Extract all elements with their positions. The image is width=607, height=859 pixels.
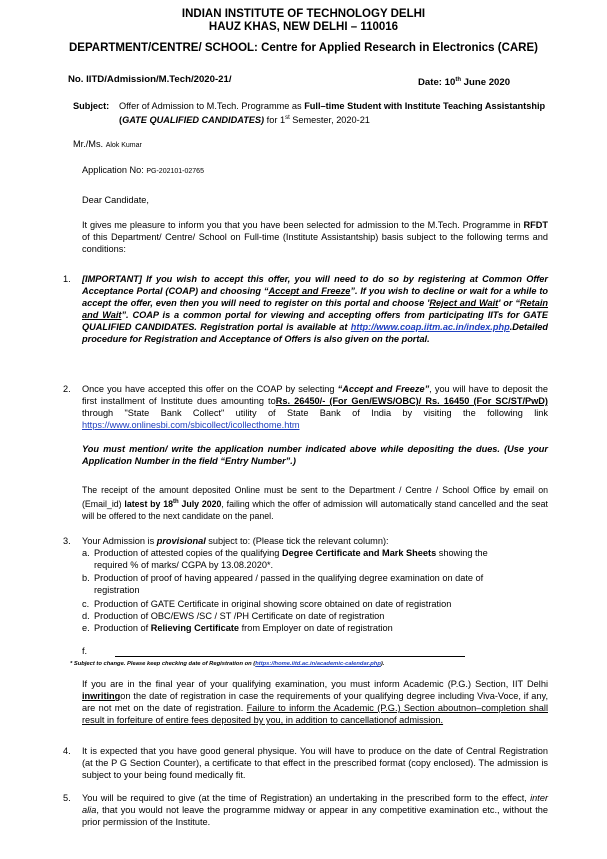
letter-date: Date: 10th June 2020 [418,77,511,89]
item-3f: f. [82,646,88,656]
candidate-name: Alok Kumar [105,142,142,149]
institute-address: HAUZ KHAS, NEW DELHI – 110016 [208,21,399,33]
item-3e: e. Production of Relieving Certificate from Employer on date of registration [82,623,393,633]
item-4-text: It is expected that you have good general physique. You will have to produce on the date of Central Registration (at the P G Section Counter), a certificate to that effect in the prescribed format (copy enclosed). The admission is subject to your being found medically fit. [82,746,548,780]
item-3-text: Your Admission is provisional subject to: (Please tick the relevant column): [82,536,389,546]
item-3b-cont: registration [94,585,140,595]
reference-number: No. IITD/Admission/M.Tech/2020-21/ [68,74,232,85]
intro-paragraph: It gives me pleasure to inform you that you have been selected for admission to the M.Tech. Programme in RFDT of this Department/ Centre/ School on Full-time (Institute Assistantship) basis subject to the following terms and conditions: [82,220,548,254]
item-3c: c. Production of GATE Certificate in original showing score obtained on date of registration [82,599,452,609]
application-number: Application No: PG-202101-02765 [82,165,204,175]
item-3a-cont: required % of marks/ CGPA by 13.08.2020*. [94,560,274,570]
department-name: DEPARTMENT/CENTRE/ SCHOOL: Centre for Applied Research in Electronics (CARE) [68,42,538,54]
item-5-number: 5. [63,793,71,803]
item-3-number: 3. [63,536,71,546]
item-4-number: 4. [63,746,71,756]
registration-footnote: * Subject to change. Please keep checking date of Registration on (https://home.iitd.ac.in/academic-calendar.php). [70,661,385,667]
coap-portal-link[interactable]: http://www.coap.iitm.ac.in/index.php [350,322,510,332]
institute-name: INDIAN INSTITUTE OF TECHNOLOGY DELHI [181,8,426,20]
greeting: Dear Candidate, [82,195,149,205]
item-3f-blank-line [115,656,465,657]
salutation: Mr./Ms. Alok Kumar [73,139,142,149]
subject-text: Offer of Admission to M.Tech. Programme as Full–time Student with Institute Teaching Assistantship (GATE QUALIFIED CANDIDATES) for 1st Semester, 2020-21 [119,101,546,126]
item-2-text: Once you have accepted this offer on the COAP by selecting “Accept and Freeze”, you will have to deposit the first installment of Institute dues amounting toRs. 26450/- (For Gen/EWS/OBC)/ Rs. 16450 (For SC/ST/PwD) through "State Bank Collect" utility of State Bank of India by visiting the following link https://www.onlinesbi.com/sbicollect/icollecthome.htm [82,384,548,430]
item-1-number: 1. [63,274,71,284]
item-5-text: You will be required to give (at the time of Registration) an undertaking in the prescribed form to the effect, inter alia, that you would not leave the programme midway or appear in any competitive examination etc., without the prior permission of the Institute. [82,793,548,827]
item-3b: b. Production of proof of having appeared / passed in the qualifying degree examination on date of [82,573,484,583]
item-3a: a. Production of attested copies of the qualifying Degree Certificate and Mark Sheets showing the [82,548,488,558]
item-2-number: 2. [63,384,71,394]
item-1-text: [IMPORTANT] If you wish to accept this offer, you will need to do so by registering at Common Offer Acceptance Portal (COAP) and choosing “Accept and Freeze”. If you wish to decline or wait for a while to accept the offer, even then you will need to register on this portal and choose 'Reject and Wait' or “Retain and Wait”. COAP is a common portal for viewing and accepting offers from participating IITs for GATE QUALIFIED CANDIDATES. Registration portal is available at http://www.coap.iitm.ac.in/index.php.Detailed procedure for Registration and Acceptance of Offers is also given on the portal. [82,274,549,344]
subject-label: Subject: [73,101,110,111]
item-3d: d. Production of OBC/EWS /SC / ST /PH Certificate on date of registration [82,611,385,621]
item-2-note: You must mention/ write the application number indicated above while depositing the dues. (Use your Application Number in the field “Entry Number”.) [82,444,548,466]
final-year-paragraph: If you are in the final year of your qualifying examination, you must inform Academic (P.G.) Section, IIT Delhi inwritingon the date of registration in case the requirements of your qualifying degree including Viva-Voce, if any, are not met on the date of registration. Failure to inform the Academic (P.G.) Section aboutnon–completion shall result in forfeiture of entire fees deposited by you, in addition to cancellationof admission. [82,679,548,725]
academic-calendar-link[interactable]: https://home.iitd.ac.in/academic-calendar.php [255,661,381,667]
sbi-collect-link[interactable]: https://www.onlinesbi.com/sbicollect/icollecthome.htm [82,420,300,430]
item-2-receipt: The receipt of the amount deposited Online must be sent to the Department / Centre / School Office by email on (Email_id) latest by 18th July 2020, failing which the offer of admission will automatically stand cancelled and the seat will be offered to the next candidate on the panel. [82,485,548,521]
